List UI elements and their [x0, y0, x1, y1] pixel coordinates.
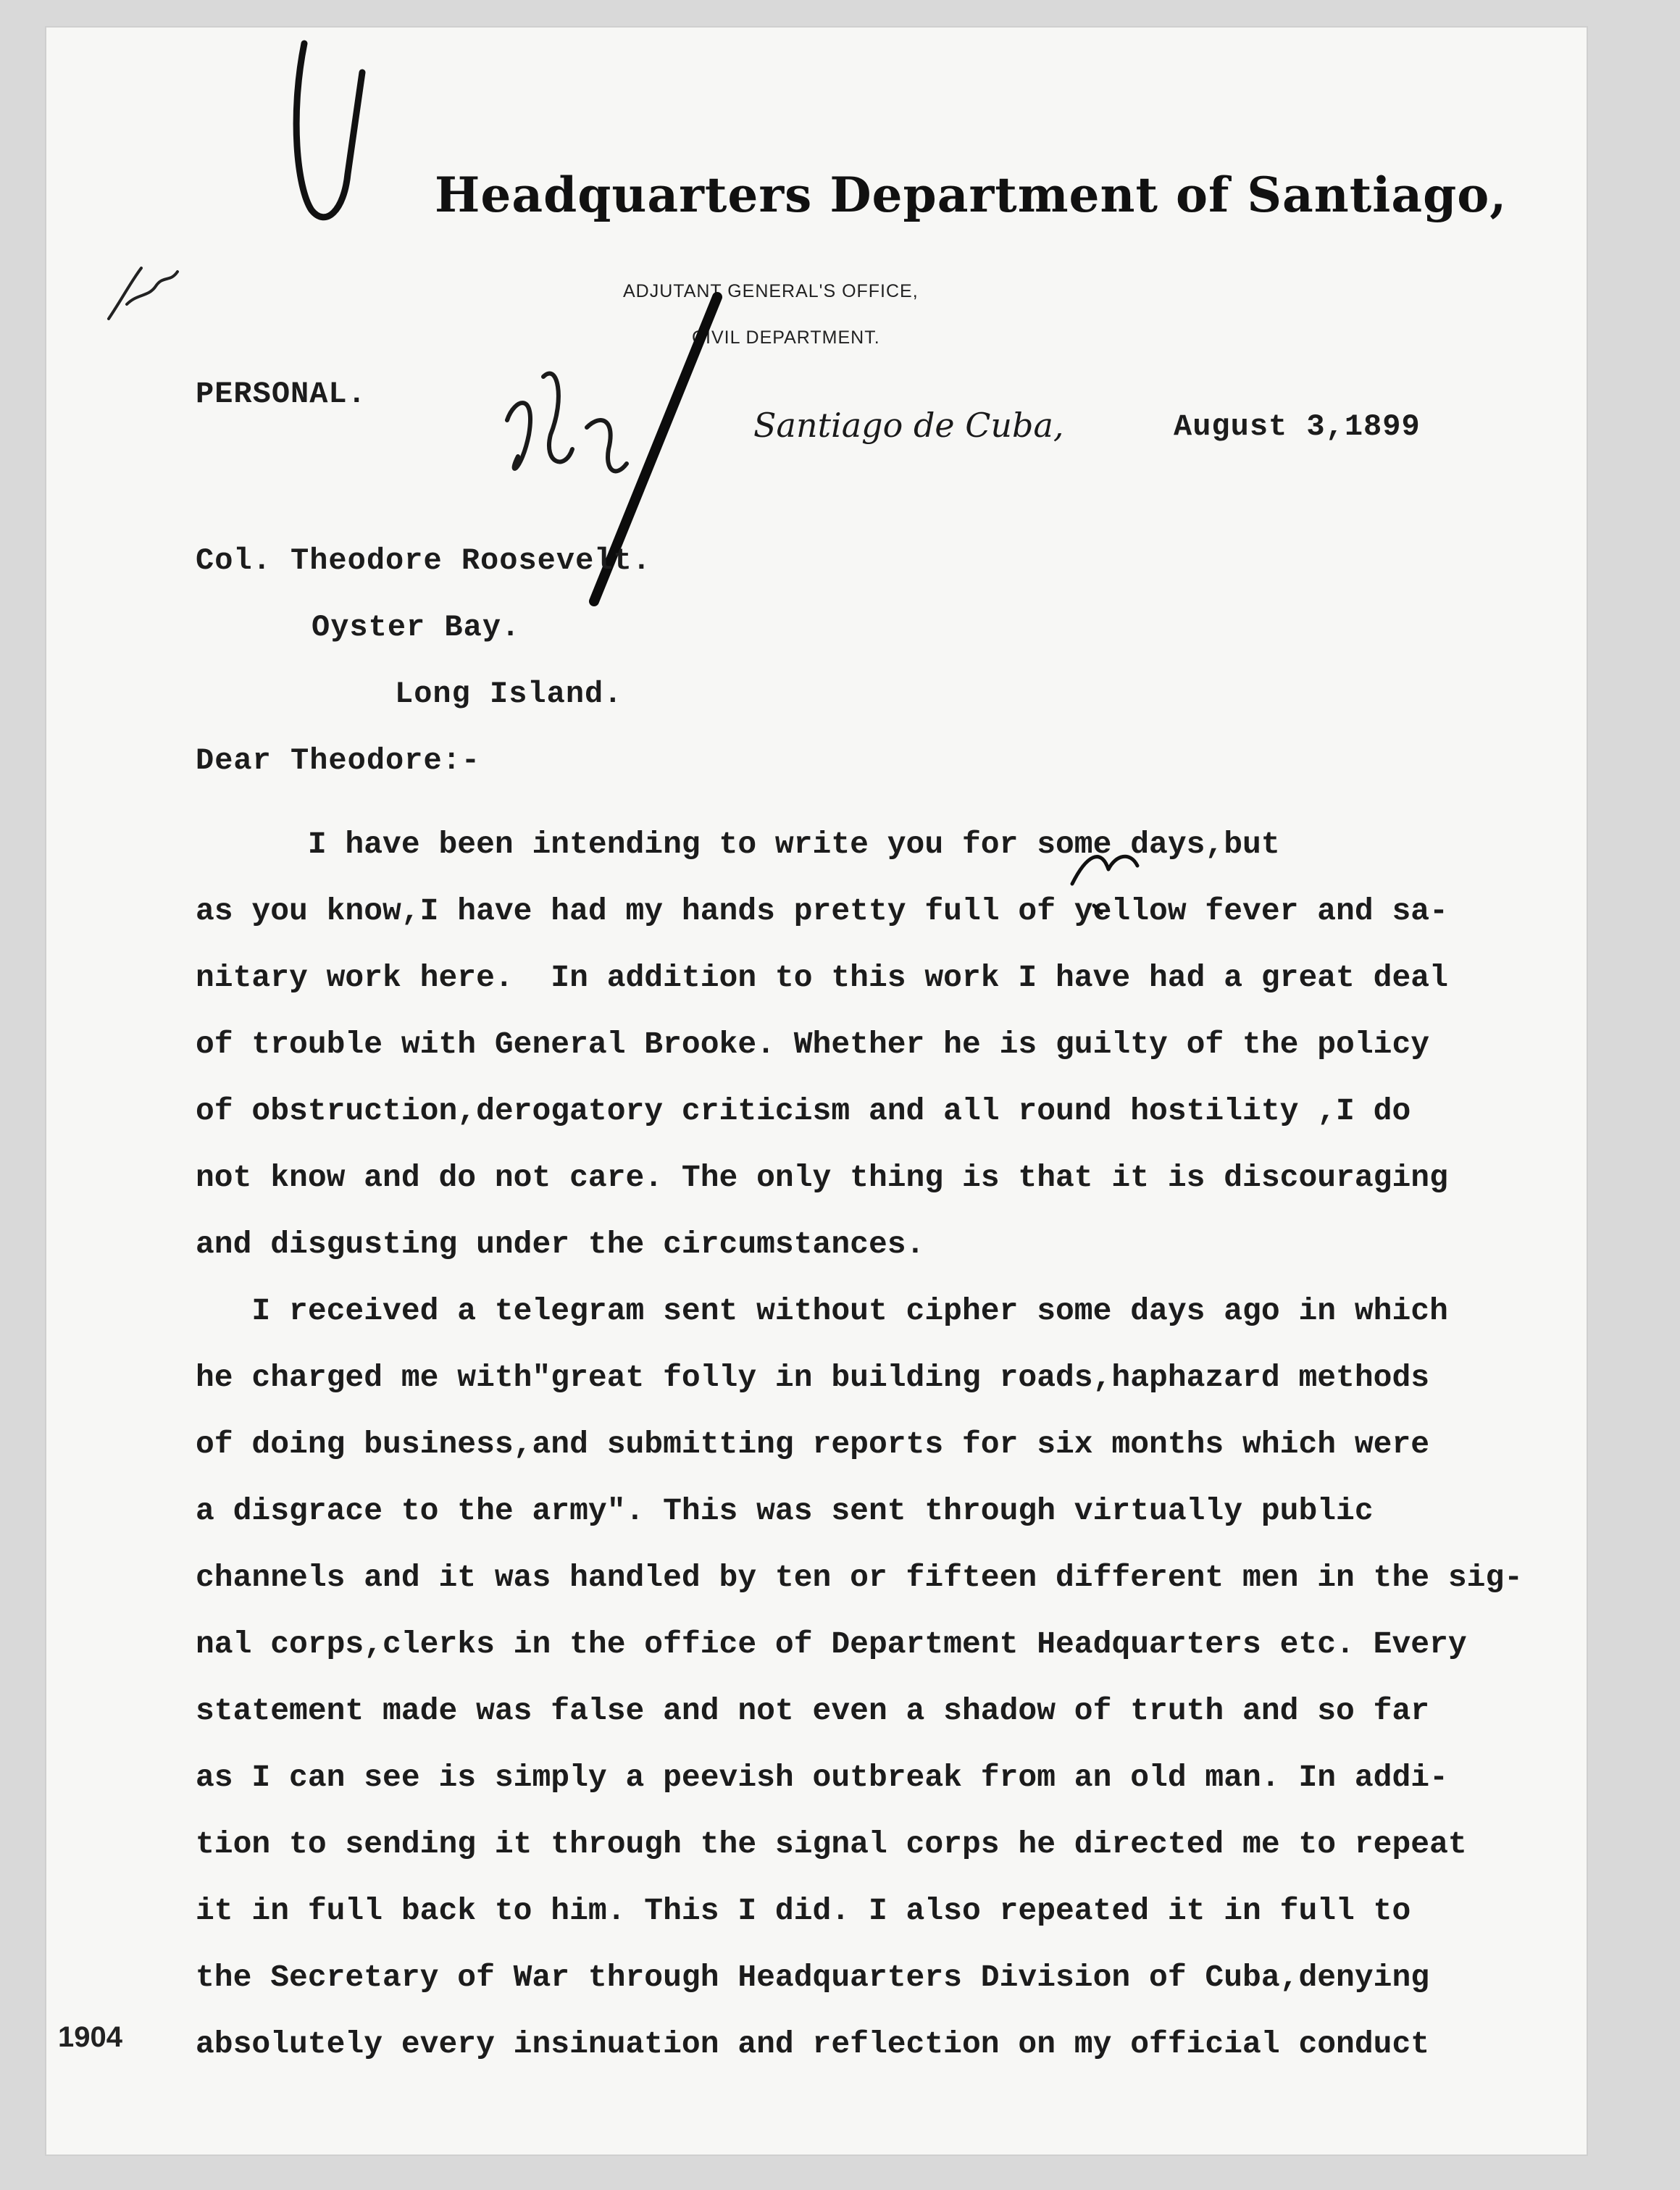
salutation: Dear Theodore:-	[196, 743, 481, 778]
body-line: it in full back to him. This I did. I also repeated it in full to	[196, 1893, 1411, 1928]
paper-clip-mark	[275, 29, 377, 225]
body-line: of trouble with General Brooke. Whether he is guilty of the policy	[196, 1027, 1430, 1062]
office-line-2: CIVIL DEPARTMENT.	[692, 327, 880, 348]
body-line: nitary work here. In addition to this work I have had a great deal	[196, 960, 1448, 995]
body-line: he charged me with"great folly in building roads,haphazard methods	[196, 1360, 1430, 1395]
page-number: 1904	[58, 2021, 122, 2053]
body-line: a disgrace to the army". This was sent through virtually public	[196, 1493, 1374, 1529]
body-line: of obstruction,derogatory criticism and all round hostility ,I do	[196, 1093, 1411, 1129]
body-line: channels and it was handled by ten or fifteen different men in the sig-	[196, 1560, 1524, 1595]
letter-date: August 3,1899	[1174, 409, 1421, 444]
body-line: the Secretary of War through Headquarters Division of Cuba,denying	[196, 1960, 1430, 1995]
body-line: absolutely every insinuation and reflection on my official conduct	[196, 2026, 1430, 2062]
address-line-3: Long Island.	[395, 677, 623, 711]
body-line: statement made was false and not even a shadow of truth and so far	[196, 1693, 1430, 1729]
address-line-2: Oyster Bay.	[312, 610, 521, 645]
body-line: tion to sending it through the signal corps he directed me to repeat	[196, 1826, 1467, 1862]
place-line: Santiago de Cuba,	[753, 406, 1064, 445]
letterhead-title: Headquarters Department of Santiago,	[435, 167, 1508, 223]
body-line: nal corps,clerks in the office of Department Headquarters etc. Every	[196, 1626, 1467, 1662]
body-line: of doing business,and submitting reports for six months which were	[196, 1426, 1430, 1462]
office-line-1: ADJUTANT GENERAL'S OFFICE,	[623, 281, 919, 301]
body-line: I received a telegram sent without cipher some days ago in which	[196, 1293, 1448, 1329]
body-line: I have been intending to write you for some days,but	[196, 827, 1280, 862]
personal-marking: PERSONAL.	[196, 377, 367, 411]
body-line: as you know,I have had my hands pretty full of yellow fever and sa-	[196, 893, 1448, 929]
letter-body	[196, 811, 1558, 2078]
handwritten-correction	[1065, 840, 1152, 920]
margin-handwriting	[101, 254, 188, 333]
body-line: not know and do not care. The only thing is that it is discouraging	[196, 1160, 1448, 1195]
address-line-1: Col. Theodore Roosevelt.	[196, 543, 651, 578]
body-line: as I can see is simply a peevish outbreak from an old man. In addi-	[196, 1760, 1448, 1795]
body-line: and disgusting under the circumstances.	[196, 1226, 925, 1262]
